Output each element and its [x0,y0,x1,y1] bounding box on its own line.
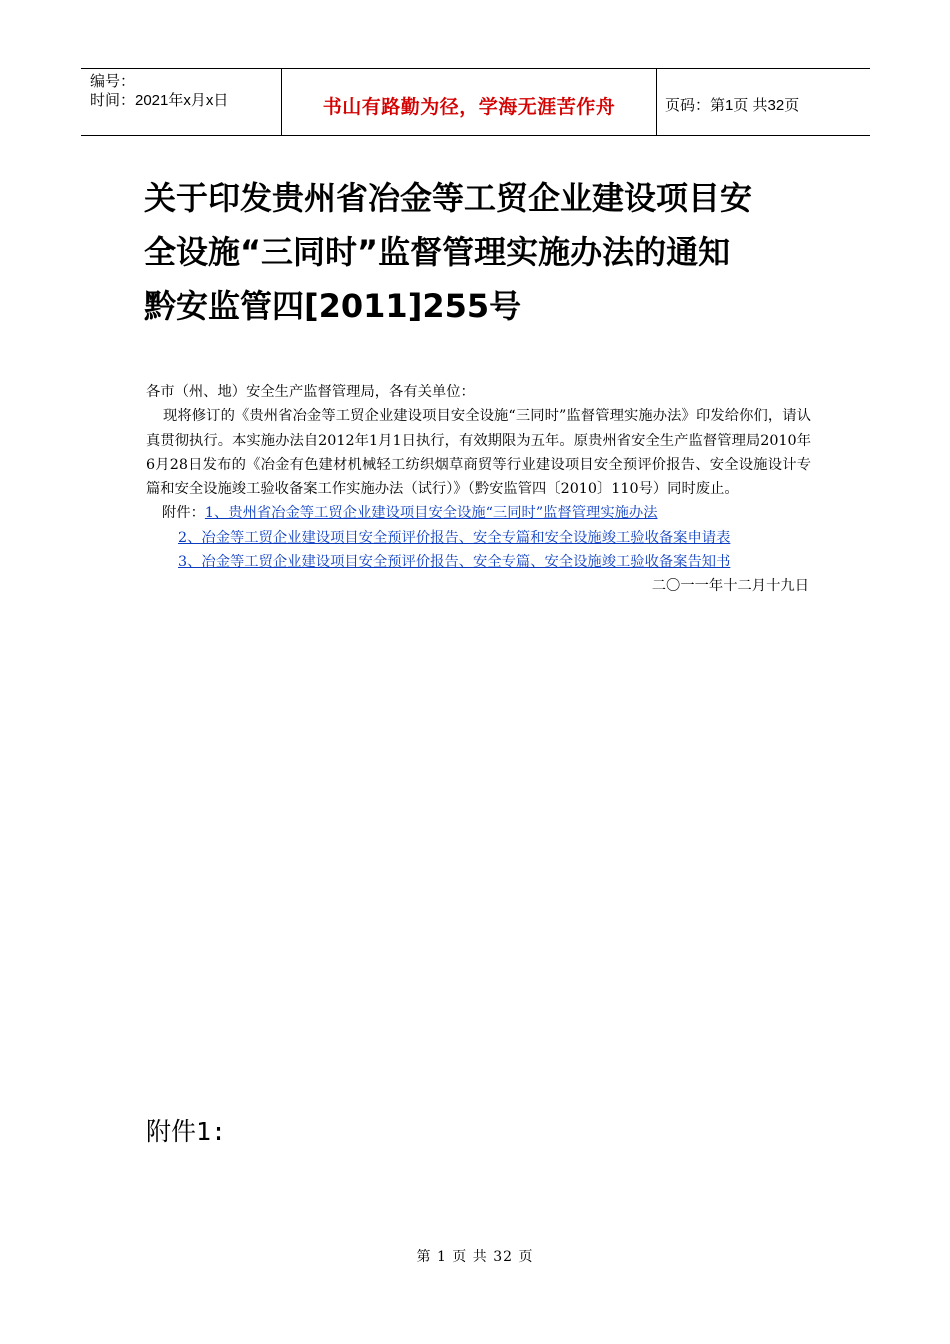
salutation: 各市（州、地）安全生产监督管理局，各有关单位： [146,384,475,400]
page-info: 页码：第1页 共32页 [665,96,800,114]
serial-label: 编号： [90,73,136,90]
attachment-link-2[interactable]: 2、冶金等工贸企业建设项目安全预评价报告、安全专篇和安全设施竣工验收备案申请表 [178,529,731,546]
header-table [81,68,870,136]
header-page-cell [657,69,870,135]
attachment-item-2 [146,526,811,550]
motto-text: 书山有路勤为径，学海无涯苦作舟 [322,95,616,118]
page-footer [0,1246,950,1266]
document-date: 二〇一一年十二月十九日 [651,578,809,595]
attachment-item-3 [146,550,811,574]
attachment-heading: 附件1: [146,1117,227,1146]
attachments-label: 附件： [162,505,205,522]
title-line-2: 全设施“三同时”监督管理实施办法的通知 [144,233,731,271]
time-label: 时间：2021年x月x日 [90,92,229,109]
footer-page-number: 第 1 页 共 32 页 [416,1249,534,1265]
main-paragraph: 现将修订的《贵州省冶金等工贸企业建设项目安全设施“三同时”监督管理实施办法》印发给你们，请认真贯彻执行。本实施办法自2012年1月1日执行，有效期限为五年。原贵州省安全生产监督管理局2010年6月28日发布的《冶金有色建材机械轻工纺织烟草商贸等行业建设项目安全预评价报告、安全设施设计专篇和安全设施竣工验收备案工作实施办法（试行）》（黔安监管四〔2010〕110号）同时废止。 [146,408,811,498]
header-motto-cell [281,69,657,135]
document-body [146,380,811,599]
attachment-link-3[interactable]: 3、冶金等工贸企业建设项目安全预评价报告、安全专篇、安全设施竣工验收备案告知书 [178,554,731,571]
header-meta-cell [81,69,281,135]
attachment-item-1 [146,501,811,525]
title-line-1: 关于印发贵州省冶金等工贸企业建设项目安 [144,179,753,217]
title-line-3: 黔安监管四[2011]255号 [144,287,522,325]
attachment-link-1[interactable]: 1、贵州省冶金等工贸企业建设项目安全设施“三同时”监督管理实施办法 [204,505,658,522]
document-title [144,171,824,333]
